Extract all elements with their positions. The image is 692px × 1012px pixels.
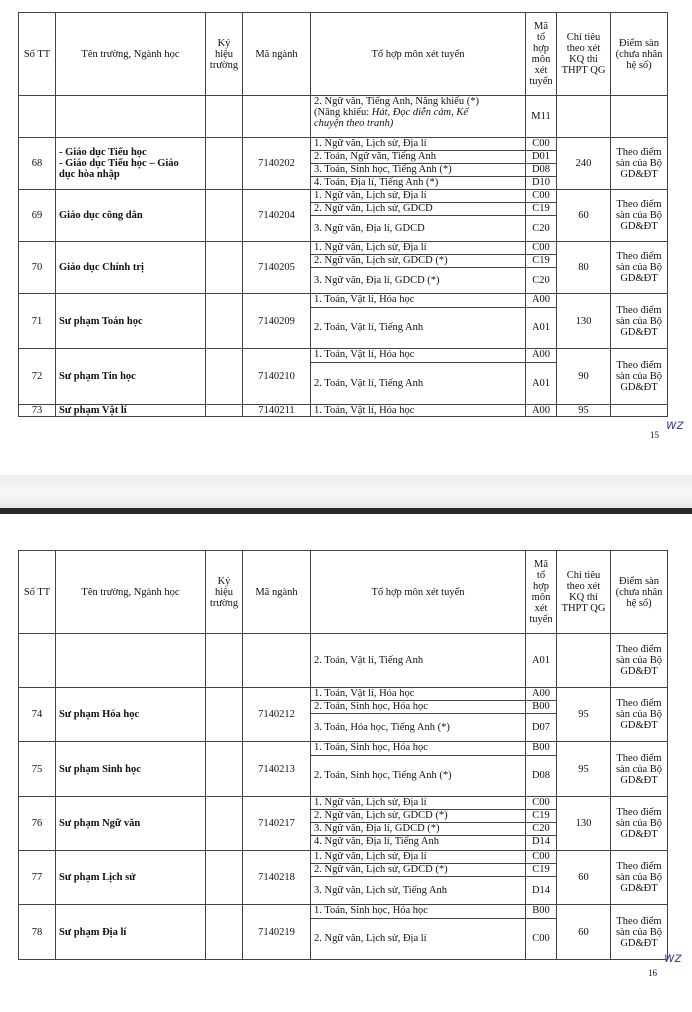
- header-school-code: Ký hiệu trường: [206, 551, 243, 634]
- major-name: Sư phạm Toán học: [56, 294, 206, 349]
- combo-list: 1. Toán, Vật lí, Hóa học 2. Toán, Sinh học, Hóa học 3. Toán, Hóa học, Tiếng Anh (*): [311, 688, 526, 742]
- header-quota: Chỉ tiêu theo xét KQ thi THPT QG: [557, 551, 611, 634]
- major-name: - Giáo dục Tiểu học - Giáo dục Tiểu học – Giáo dục hòa nhập: [56, 138, 206, 190]
- table-row: [19, 405, 668, 417]
- major-name: Sư phạm Ngữ văn: [56, 797, 206, 851]
- table-row: [19, 242, 668, 294]
- combo-note: (Năng khiếu: Hát, Đọc diễn cảm, Kể: [314, 107, 468, 118]
- header-stt: Số TT: [19, 551, 56, 634]
- header-floor: Điểm sàn (chưa nhân hệ số): [611, 551, 668, 634]
- table-row: [19, 905, 668, 960]
- quota: 130: [557, 797, 611, 851]
- table-row: [19, 294, 668, 349]
- floor-score: Theo điểm sàn của Bộ GD&ĐT: [611, 905, 668, 960]
- floor-score: Theo điểm sàn của Bộ GD&ĐT: [611, 242, 668, 294]
- row-number: 69: [19, 190, 56, 242]
- combo-line: 2. Toán, Vật lí, Tiếng Anh: [311, 634, 526, 688]
- major-code: 7140212: [243, 688, 311, 742]
- document-page-15: [0, 0, 692, 475]
- combo-code-list: B00 D08: [526, 742, 557, 797]
- combo-list: 1. Ngữ văn, Lịch sử, Địa lí 2. Ngữ văn, Lịch sử, GDCD (*) 3. Ngữ văn, Lịch sử, Tiếng Anh: [311, 851, 526, 905]
- row-number: 74: [19, 688, 56, 742]
- initials-mark: wz: [666, 418, 684, 433]
- major-name: Sư phạm Lịch sử: [56, 851, 206, 905]
- floor-score: Theo điểm sàn của Bộ GD&ĐT: [611, 138, 668, 190]
- quota: 95: [557, 405, 611, 417]
- quota: 60: [557, 905, 611, 960]
- admission-table-page-15: [18, 12, 668, 417]
- combo-list: 1. Toán, Sinh học, Hóa học 2. Toán, Sinh học, Tiếng Anh (*): [311, 742, 526, 797]
- header-floor: Điểm sàn (chưa nhân hệ số): [611, 13, 668, 96]
- major-code: 7140210: [243, 349, 311, 405]
- major-name: Sư phạm Tin học: [56, 349, 206, 405]
- quota: 80: [557, 242, 611, 294]
- major-code: 7140213: [243, 742, 311, 797]
- admission-table-page-16: [18, 550, 668, 960]
- table-row: [19, 138, 668, 190]
- quota: 130: [557, 294, 611, 349]
- floor-score: Theo điểm sàn của Bộ GD&ĐT: [611, 742, 668, 797]
- combo-code-list: C00 C19 D14: [526, 851, 557, 905]
- major-name: Sư phạm Địa lí: [56, 905, 206, 960]
- floor-score: Theo điểm sàn của Bộ GD&ĐT: [611, 190, 668, 242]
- floor-score: Theo điểm sàn của Bộ GD&ĐT: [611, 688, 668, 742]
- quota: 95: [557, 742, 611, 797]
- row-number: 73: [19, 405, 56, 417]
- table-row: [19, 190, 668, 242]
- header-stt: Số TT: [19, 13, 56, 96]
- row-number: 76: [19, 797, 56, 851]
- quota: 240: [557, 138, 611, 190]
- row-number: 75: [19, 742, 56, 797]
- floor-score: Theo điểm sàn của Bộ GD&ĐT: [611, 797, 668, 851]
- combo-code: A00: [526, 405, 557, 417]
- document-page-16: [0, 514, 692, 1012]
- combo-code-list: A00 A01: [526, 294, 557, 349]
- table-row: [19, 349, 668, 405]
- combo-code-list: A00 B00 D07: [526, 688, 557, 742]
- combo-list: 1. Ngữ văn, Lịch sử, Địa lí 2. Toán, Ngữ văn, Tiếng Anh 3. Toán, Sinh học, Tiếng Anh (*) 4. Toán, Địa lí, Tiếng Anh (*): [311, 138, 526, 190]
- major-code: 7140217: [243, 797, 311, 851]
- row-number: 70: [19, 242, 56, 294]
- quota: 95: [557, 688, 611, 742]
- table-header-row: [19, 551, 668, 634]
- row-number: 68: [19, 138, 56, 190]
- header-combo-code: Mã tổ hợp môn xét tuyển: [526, 551, 557, 634]
- header-major-code: Mã ngành: [243, 13, 311, 96]
- header-combo: Tổ hợp môn xét tuyển: [311, 13, 526, 96]
- combo-line: 2. Ngữ văn, Tiếng Anh, Năng khiếu (*): [314, 96, 479, 107]
- combo-code-list: C00 C19 C20: [526, 242, 557, 294]
- major-code: 7140205: [243, 242, 311, 294]
- header-name: Tên trường, Ngành học: [56, 13, 206, 96]
- major-code: 7140202: [243, 138, 311, 190]
- page-gap: [0, 475, 692, 508]
- combo-list: 1. Ngữ văn, Lịch sử, Địa lí 2. Ngữ văn, Lịch sử, GDCD 3. Ngữ văn, Địa lí, GDCD: [311, 190, 526, 242]
- header-quota: Chỉ tiêu theo xét KQ thi THPT QG: [557, 13, 611, 96]
- floor-score: Theo điểm sàn của Bộ GD&ĐT: [611, 349, 668, 405]
- combo-code: A01: [526, 634, 557, 688]
- row-number: 78: [19, 905, 56, 960]
- major-code: 7140218: [243, 851, 311, 905]
- table-row: [19, 96, 668, 138]
- quota: 90: [557, 349, 611, 405]
- initials-mark: wz: [664, 951, 682, 966]
- combo-code-list: B00 C00: [526, 905, 557, 960]
- combo-code: M11: [526, 96, 557, 138]
- major-code: 7140204: [243, 190, 311, 242]
- combo-code-list: C00 C19 C20 D14: [526, 797, 557, 851]
- combo-list: 1. Toán, Vật lí, Hóa học 2. Toán, Vật lí, Tiếng Anh: [311, 294, 526, 349]
- table-row: [19, 851, 668, 905]
- combo-code-list: C00 C19 C20: [526, 190, 557, 242]
- combo-code-list: C00 D01 D08 D10: [526, 138, 557, 190]
- page-number: 15: [650, 430, 659, 440]
- floor-score: Theo điểm sàn của Bộ GD&ĐT: [611, 294, 668, 349]
- row-number: 72: [19, 349, 56, 405]
- major-name: Sư phạm Vật lí: [56, 405, 206, 417]
- header-major-code: Mã ngành: [243, 551, 311, 634]
- header-combo-code: Mã tổ hợp môn xét tuyển: [526, 13, 557, 96]
- combo-code-list: A00 A01: [526, 349, 557, 405]
- combo-note-cont: chuyện theo tranh): [314, 118, 394, 129]
- table-row: [19, 797, 668, 851]
- combo-list: 1. Ngữ văn, Lịch sử, Địa lí 2. Ngữ văn, Lịch sử, GDCD (*) 3. Ngữ văn, Địa lí, GDCD (*) 4. Ngữ văn, Địa lí, Tiếng Anh: [311, 797, 526, 851]
- major-code: 7140219: [243, 905, 311, 960]
- major-code: 7140211: [243, 405, 311, 417]
- row-number: 77: [19, 851, 56, 905]
- combo-list: 1. Toán, Sinh học, Hóa học 2. Ngữ văn, Lịch sử, Địa lí: [311, 905, 526, 960]
- combo-list: 1. Ngữ văn, Lịch sử, Địa lí 2. Ngữ văn, Lịch sử, GDCD (*) 3. Ngữ văn, Địa lí, GDCD (*): [311, 242, 526, 294]
- quota: 60: [557, 851, 611, 905]
- major-name: Giáo dục công dân: [56, 190, 206, 242]
- row-number: 71: [19, 294, 56, 349]
- header-school-code: Ký hiệu trường: [206, 13, 243, 96]
- table-row: [19, 742, 668, 797]
- header-name: Tên trường, Ngành học: [56, 551, 206, 634]
- page-number: 16: [648, 968, 657, 978]
- major-name: Giáo dục Chính trị: [56, 242, 206, 294]
- major-name: Sư phạm Hóa học: [56, 688, 206, 742]
- table-header-row: [19, 13, 668, 96]
- major-name: Sư phạm Sinh học: [56, 742, 206, 797]
- floor-score: Theo điểm sàn của Bộ GD&ĐT: [611, 851, 668, 905]
- quota: 60: [557, 190, 611, 242]
- table-row: [19, 688, 668, 742]
- combo-list: 1. Toán, Vật lí, Hóa học 2. Toán, Vật lí, Tiếng Anh: [311, 349, 526, 405]
- table-row: [19, 634, 668, 688]
- combo-line: 1. Toán, Vật lí, Hóa học: [311, 405, 526, 417]
- floor-score: Theo điểm sàn của Bộ GD&ĐT: [611, 634, 668, 688]
- header-combo: Tổ hợp môn xét tuyển: [311, 551, 526, 634]
- major-code: 7140209: [243, 294, 311, 349]
